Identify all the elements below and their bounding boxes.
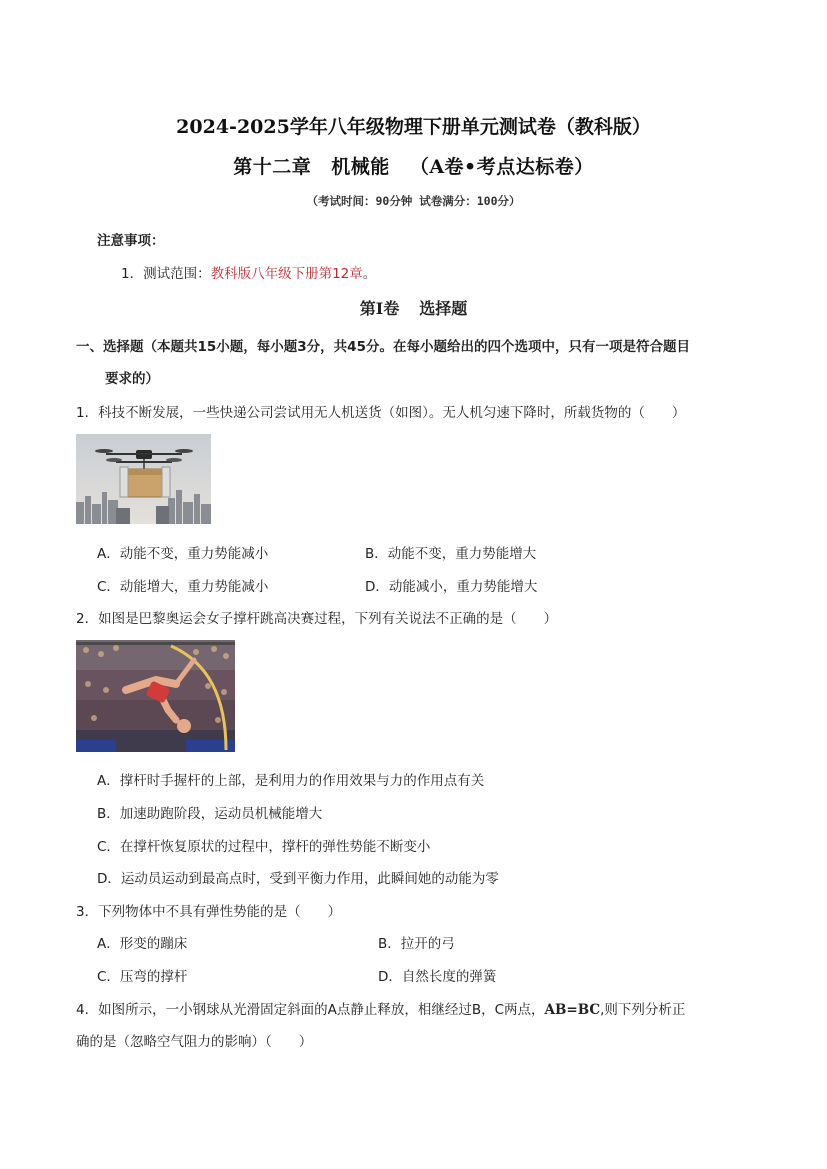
question-2-option-d: D．运动员运动到最高点时，受到平衡力作用，此瞬间她的动能为零 [97,871,499,887]
exam-subtitle [0,152,827,179]
notice-heading: 注意事项： [97,233,165,249]
paper-type: （A卷•考点达标卷） [409,156,594,178]
drone-delivery-image [76,434,211,524]
question-3-option-a: A．形变的蹦床 [97,936,188,952]
question-1-stem: 1．科技不断发展，一些快递公司尝试用无人机送货（如图）。无人机匀速下降时，所载货物的（ ） [76,405,686,421]
notice-scope-highlight: 教科版八年级下册第12章 [210,266,363,282]
question-3-option-b: B．拉开的弓 [378,936,455,952]
question-4-condition: AB=BC [544,1002,601,1018]
question-1-option-b: B．动能不变，重力势能增大 [365,546,537,562]
exam-title: 2024-2025学年八年级物理下册单元测试卷（教科版） [176,116,651,138]
question-1-option-c: C．动能增大，重力势能减小 [97,579,269,595]
question-1-option-d: D．动能减小，重力势能增大 [365,579,538,595]
instructions-line-1: 一、选择题（本题共15小题，每小题3分，共45分。在每小题给出的四个选项中，只有一项是符合题目 [76,339,690,355]
chapter-number: 第十二章 [233,156,312,178]
question-4-stem-line-1 [76,998,685,1018]
question-4-stem-part-1: 4．如图所示，一小钢球从光滑固定斜面的A点静止释放，相继经过B，C两点， [76,1002,545,1018]
exam-info: （考试时间：90分钟 试卷满分：100分） [306,194,521,208]
section-name: 选择题 [419,299,468,318]
notice-item-1-prefix: 1．测试范围： [121,266,211,282]
chapter-name: 机械能 [331,156,390,178]
question-2-option-c: C．在撑杆恢复原状的过程中，撑杆的弹性势能不断变小 [97,839,431,855]
pole-vault-image [76,640,235,752]
question-4-stem-line-2: 确的是（忽略空气阻力的影响）（ ） [76,1034,313,1050]
question-3-option-d: D．自然长度的弹簧 [378,969,497,985]
instructions-line-2: 要求的） [105,371,159,387]
question-2-stem: 2．如图是巴黎奥运会女子撑杆跳高决赛过程，下列有关说法不正确的是（ ） [76,611,558,627]
question-2-option-a: A．撑杆时手握杆的上部，是利用力的作用效果与力的作用点有关 [97,773,485,789]
question-3-option-c: C．压弯的撑杆 [97,969,188,985]
notice-item-1 [121,262,376,282]
question-3-stem: 3．下列物体中不具有弹性势能的是（ ） [76,904,342,920]
section-heading [0,296,827,319]
question-4-stem-part-2: ,则下列分析正 [600,1002,686,1018]
question-2-option-b: B．加速助跑阶段，运动员机械能增大 [97,806,323,822]
question-1-option-a: A．动能不变，重力势能减小 [97,546,269,562]
section-part: 第Ⅰ卷 [359,299,400,318]
notice-item-1-suffix: 。 [362,266,377,282]
